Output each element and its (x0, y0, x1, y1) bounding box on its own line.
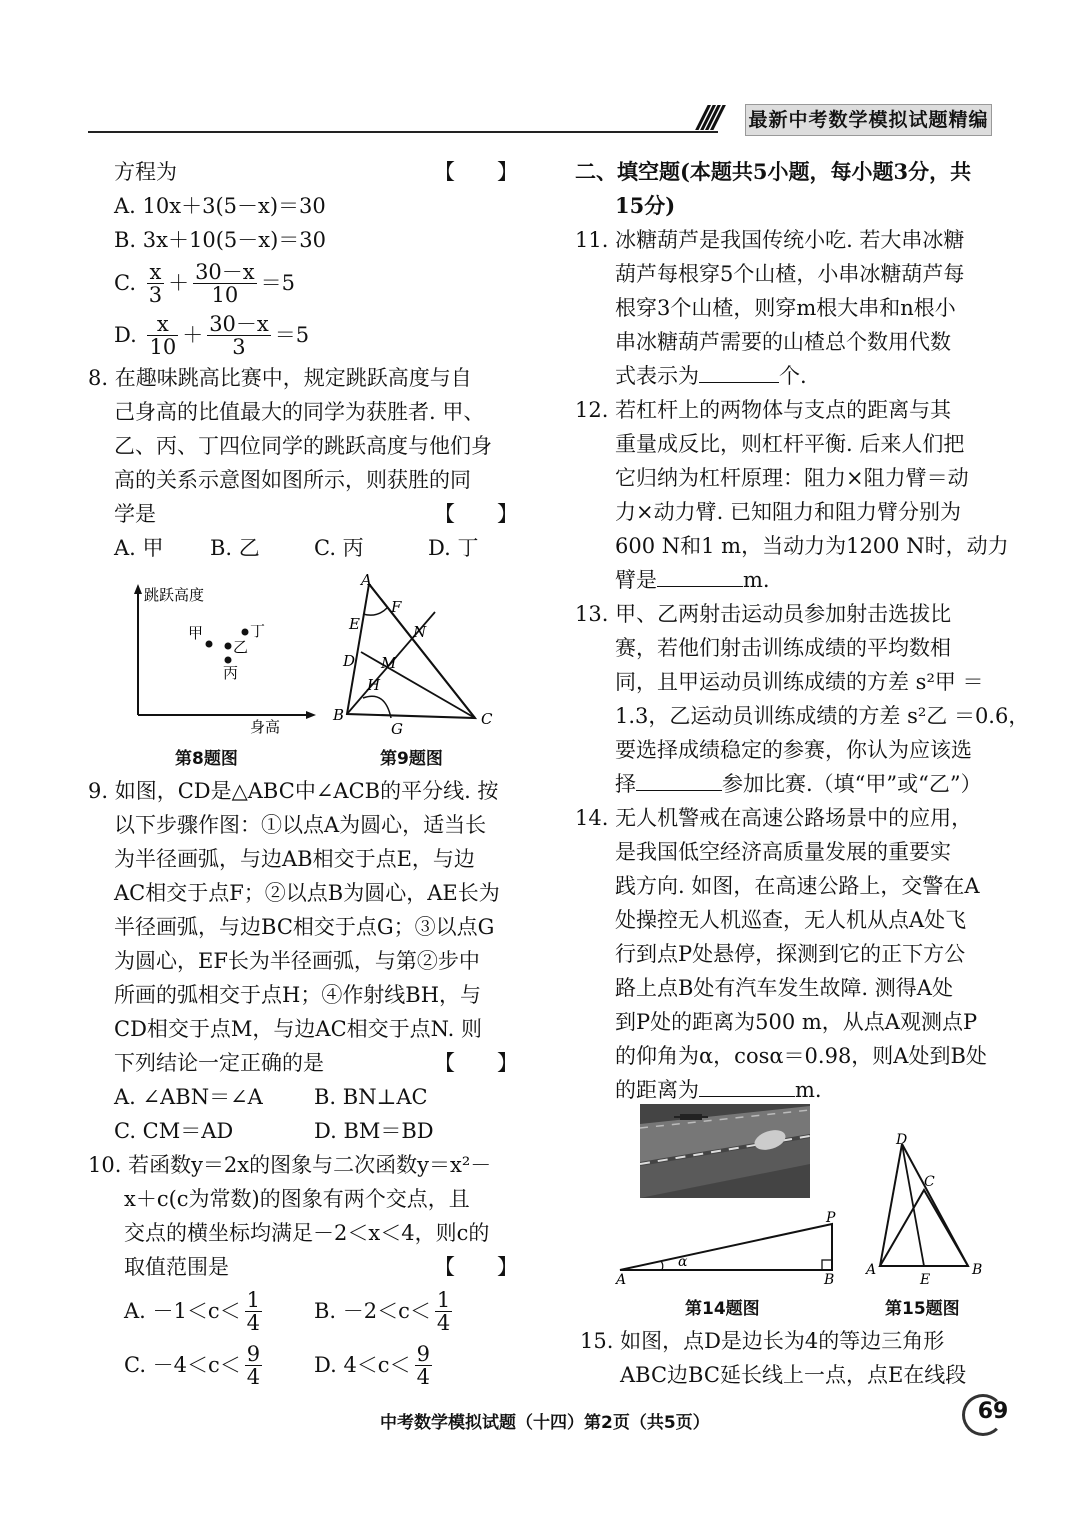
q8-option-c: C. 丙 (314, 536, 364, 560)
q12-answer-line (575, 563, 1005, 597)
q9-options-row2 (88, 1114, 518, 1148)
q10-a-text: A. －1＜c＜ (124, 1299, 241, 1323)
question-11 (575, 223, 1005, 393)
q8-line: 乙、丙、丁四位同学的跳跃高度与他们身 (114, 434, 492, 458)
q15-line: 15. 如图，点D是边长为4的等边三角形 (580, 1329, 945, 1353)
fraction (207, 313, 271, 358)
q11-pre: 式表示为 (615, 364, 699, 388)
denominator: 10 (149, 334, 177, 359)
q14-line: 的仰角为α，cosα＝0.98，则A处到B处 (615, 1044, 987, 1068)
q7-c-label: C. (114, 271, 136, 295)
label-a: A (616, 1272, 627, 1288)
label-d: D (343, 652, 356, 670)
section-heading: 二、填空题(本题共5小题，每小题3分，共 (575, 159, 972, 184)
point-ding (242, 629, 249, 636)
q13-line: 赛，若他们射击训练成绩的平均数相 (615, 636, 951, 660)
q13-line: 要选择成绩稳定的参赛，你认为应该选 (615, 738, 972, 762)
q11-answer-line (575, 359, 1005, 393)
q13-pre: 择 (615, 772, 636, 796)
q9-line: 9. 如图，CD是△ABC中∠ACB的平分线. 按 (88, 779, 499, 803)
q14-line: 行到点P处悬停，探测到它的正下方公 (615, 942, 966, 966)
label-a: A (866, 1262, 877, 1278)
label-c: C (481, 710, 493, 728)
point-jia (206, 641, 213, 648)
q12-line: 它归纳为杠杆原理：阻力×阻力臂＝动 (615, 466, 969, 490)
q14-line: 处操控无人机巡查，无人机从点A处飞 (615, 908, 967, 932)
numerator: x (147, 313, 178, 336)
q9-line: 以下步骤作图：①以点A为圆心，适当长 (114, 813, 487, 837)
q8-line: 学是 (114, 502, 156, 526)
q11-line: 11. 冰糖葫芦是我国传统小吃. 若大串冰糖 (575, 228, 965, 252)
q11-answer-blank[interactable] (699, 382, 779, 383)
question-13 (575, 597, 1030, 801)
q10-line: x＋c(c为常数)的图象有两个交点，且 (124, 1187, 470, 1211)
point-yi (225, 643, 232, 650)
q9-option-c: C. CM＝AD (114, 1119, 234, 1143)
question-8 (88, 361, 518, 565)
q10-line: 取值范围是 (124, 1255, 229, 1279)
q14-post: m. (795, 1078, 822, 1102)
q7-stem-tail (88, 155, 518, 189)
q9-options-row1 (88, 1080, 518, 1114)
q9-answer-bracket: 【 】 (434, 1051, 518, 1075)
label-c: C (924, 1174, 935, 1190)
question-12 (575, 393, 1009, 597)
left-column-lower (88, 774, 518, 1392)
denominator: 3 (232, 334, 246, 359)
q10-option-c (124, 1343, 314, 1388)
figure-9-caption: 第9题图 (380, 749, 443, 769)
q14-answer-line (575, 1073, 1005, 1107)
fraction (415, 1343, 432, 1388)
section-heading-cont: 15分) (615, 193, 676, 218)
drone-highway-photo (640, 1104, 810, 1198)
plus-sign: ＋ (182, 323, 204, 347)
q8-line: 高的关系示意图如图所示，则获胜的同 (114, 468, 471, 492)
q8-option-a: A. 甲 (114, 536, 164, 560)
q12-post: m. (743, 568, 770, 592)
numerator: 9 (416, 1341, 430, 1366)
q10-line: 交点的横坐标均满足－2＜x＜4，则c的 (124, 1221, 490, 1245)
q10-options-row2 (88, 1338, 518, 1392)
numerator: 30－x (209, 311, 269, 336)
figure-9-triangle (325, 572, 505, 737)
q9-line: 为半径画弧，与边AB相交于点E，与边 (114, 847, 475, 871)
q9-line: 下列结论一定正确的是 (114, 1051, 324, 1075)
label-b: B (972, 1262, 983, 1278)
q7-option-c (88, 257, 518, 309)
q10-option-b (314, 1289, 456, 1334)
label-ding: 丁 (250, 622, 266, 640)
q10-c-text: C. －4＜c＜ (124, 1353, 241, 1377)
q13-line: 1.3，乙运动员训练成绩的方差 s²乙 ＝0.6， (615, 704, 1030, 728)
label-e: E (920, 1272, 931, 1288)
q8-answer-bracket: 【 】 (434, 502, 518, 526)
label-m: M (381, 654, 397, 672)
q7-text: 方程为 (114, 160, 177, 184)
q9-option-d: D. BM＝BD (314, 1119, 434, 1143)
question-10 (88, 1148, 518, 1392)
q11-post: 个. (779, 364, 807, 388)
question-15 (580, 1324, 1010, 1392)
numerator: 9 (246, 1341, 261, 1366)
figure-15-triangle (858, 1130, 998, 1290)
label-a: A (361, 572, 372, 589)
numerator: 1 (436, 1287, 451, 1312)
fraction (147, 313, 178, 358)
denominator: 4 (436, 1310, 451, 1335)
denominator: 3 (148, 282, 163, 307)
q15-line: ABC边BC延长线上一点，点E在线段 (620, 1363, 967, 1387)
q7-option-d (88, 309, 518, 361)
q14-line: 是我国低空经济高质量发展的重要实 (615, 840, 951, 864)
fraction (245, 1289, 262, 1334)
q9-line: 半径画弧，与边BC相交于点G；③以点G (114, 915, 495, 939)
figure-8-caption: 第8题图 (175, 749, 238, 769)
label-d: D (896, 1132, 908, 1148)
header-slashes: //// (698, 100, 718, 135)
q10-line: 10. 若函数y＝2x的图象与二次函数y＝x²－ (88, 1153, 492, 1177)
q8-option-d: D. 丁 (428, 536, 479, 560)
q11-line: 葫芦每根穿5个山楂，小串冰糖葫芦每 (615, 262, 965, 286)
left-column (88, 155, 518, 565)
q11-line: 串冰糖葫芦需要的山楂总个数用代数 (615, 330, 951, 354)
series-title: 最新中考数学模拟试题精编 (745, 104, 992, 136)
numerator: x (147, 261, 164, 284)
q9-option-b: B. BN⊥AC (314, 1085, 428, 1109)
fraction (435, 1289, 452, 1334)
label-e: E (349, 615, 360, 633)
q8-line: 己身高的比值最大的同学为获胜者. 甲、 (114, 400, 485, 424)
q10-options-row1 (88, 1284, 518, 1338)
figure-14-triangle (610, 1208, 850, 1288)
q7-option-a: A. 10x＋3(5－x)＝30 (114, 194, 326, 218)
q13-line: 同，且甲运动员训练成绩的方差 s²甲 ＝ (615, 670, 984, 694)
x-axis-label: 身高 (250, 718, 281, 736)
q12-line: 重量成反比，则杠杆平衡. 后来人们把 (615, 432, 965, 456)
q8-last-line (88, 497, 518, 531)
q10-d-text: D. 4＜c＜ (314, 1353, 411, 1377)
q14-line: 践方向. 如图，在高速公路上，交警在A (615, 874, 980, 898)
q11-line: 根穿3个山楂，则穿m根大串和n根小 (615, 296, 956, 320)
q9-line: 为圆心，EF长为半径画弧，与第②步中 (114, 949, 480, 973)
q14-line: 14. 无人机警戒在高速公路场景中的应用， (575, 806, 973, 830)
label-bing: 丙 (223, 664, 239, 682)
q8-options (88, 531, 518, 565)
page-number: 69 (977, 1399, 1009, 1424)
q12-answer-blank[interactable] (657, 586, 743, 587)
question-14 (575, 801, 1005, 1107)
label-n: N (413, 623, 427, 641)
q9-last-line (88, 1046, 518, 1080)
label-p: P (826, 1210, 836, 1226)
fraction (193, 261, 257, 306)
q9-line: 所画的弧相交于点H；④作射线BH，与 (114, 983, 482, 1007)
q13-answer-blank[interactable] (636, 790, 722, 791)
denominator: 4 (416, 1364, 430, 1389)
denominator: 4 (246, 1310, 261, 1335)
q7-d-label: D. (114, 323, 137, 347)
q10-b-text: B. －2＜c＜ (314, 1299, 431, 1323)
q7-answer-bracket: 【 】 (434, 160, 518, 184)
figure-8-scatter (120, 580, 320, 740)
label-h: H (367, 676, 381, 694)
label-yi: 乙 (233, 638, 249, 656)
q12-line: 12. 若杠杆上的两物体与支点的距离与其 (575, 398, 952, 422)
fraction (147, 261, 164, 306)
q14-line: 路上点B处有汽车发生故障. 测得A处 (615, 976, 953, 1000)
q10-option-a (124, 1289, 314, 1334)
q14-answer-blank[interactable] (699, 1096, 795, 1097)
denominator: 10 (211, 282, 239, 307)
denominator: 4 (246, 1364, 261, 1389)
q14-line: 到P处的距离为500 m，从点A观测点P (615, 1010, 978, 1034)
numerator: 1 (246, 1287, 261, 1312)
q12-line: 力×动力臂. 已知阻力和阻力臂分别为 (615, 500, 961, 524)
q12-pre: 臂是 (615, 568, 657, 592)
label-b: B (333, 706, 345, 724)
q10-answer-bracket: 【 】 (434, 1255, 518, 1279)
q10-option-d (314, 1343, 436, 1388)
q12-line: 600 N和1 m，当动力为1200 N时，动力 (615, 534, 1009, 558)
plus-sign: ＋ (168, 271, 190, 295)
q8-line: 8. 在趣味跳高比赛中，规定跳跃高度与自 (88, 366, 472, 390)
label-b: B (824, 1272, 835, 1288)
y-axis-label: 跳跃高度 (144, 586, 205, 604)
header-rule (88, 131, 718, 133)
rhs: ＝5 (274, 323, 310, 347)
q14-pre: 的距离为 (615, 1078, 699, 1102)
page-footer: 中考数学模拟试题（十四）第2页（共5页） (380, 1413, 710, 1433)
question-9 (88, 774, 518, 1148)
figure-14-caption: 第14题图 (685, 1299, 760, 1319)
q13-answer-line (575, 767, 1005, 801)
q13-post: 参加比赛.（填“甲”或“乙”） (722, 772, 982, 796)
fraction (245, 1343, 262, 1388)
numerator: 30－x (195, 259, 255, 284)
label-f: F (391, 598, 402, 616)
q9-line: AC相交于点F；②以点B为圆心，AE长为 (114, 881, 500, 905)
point-bing (225, 657, 232, 664)
q8-option-b: B. 乙 (210, 536, 260, 560)
rhs: ＝5 (260, 271, 296, 295)
q10-last-line (88, 1250, 518, 1284)
right-column (575, 155, 1030, 1107)
label-alpha: α (678, 1254, 688, 1270)
q13-line: 13. 甲、乙两射击运动员参加射击选拔比 (575, 602, 952, 626)
figure-15-caption: 第15题图 (885, 1299, 960, 1319)
q7-option-b: B. 3x＋10(5－x)＝30 (114, 228, 327, 252)
label-jia: 甲 (188, 624, 204, 642)
label-g: G (391, 720, 403, 737)
q9-option-a: A. ∠ABN＝∠A (114, 1085, 263, 1109)
q9-line: CD相交于点M，与边AC相交于点N. 则 (114, 1017, 483, 1041)
